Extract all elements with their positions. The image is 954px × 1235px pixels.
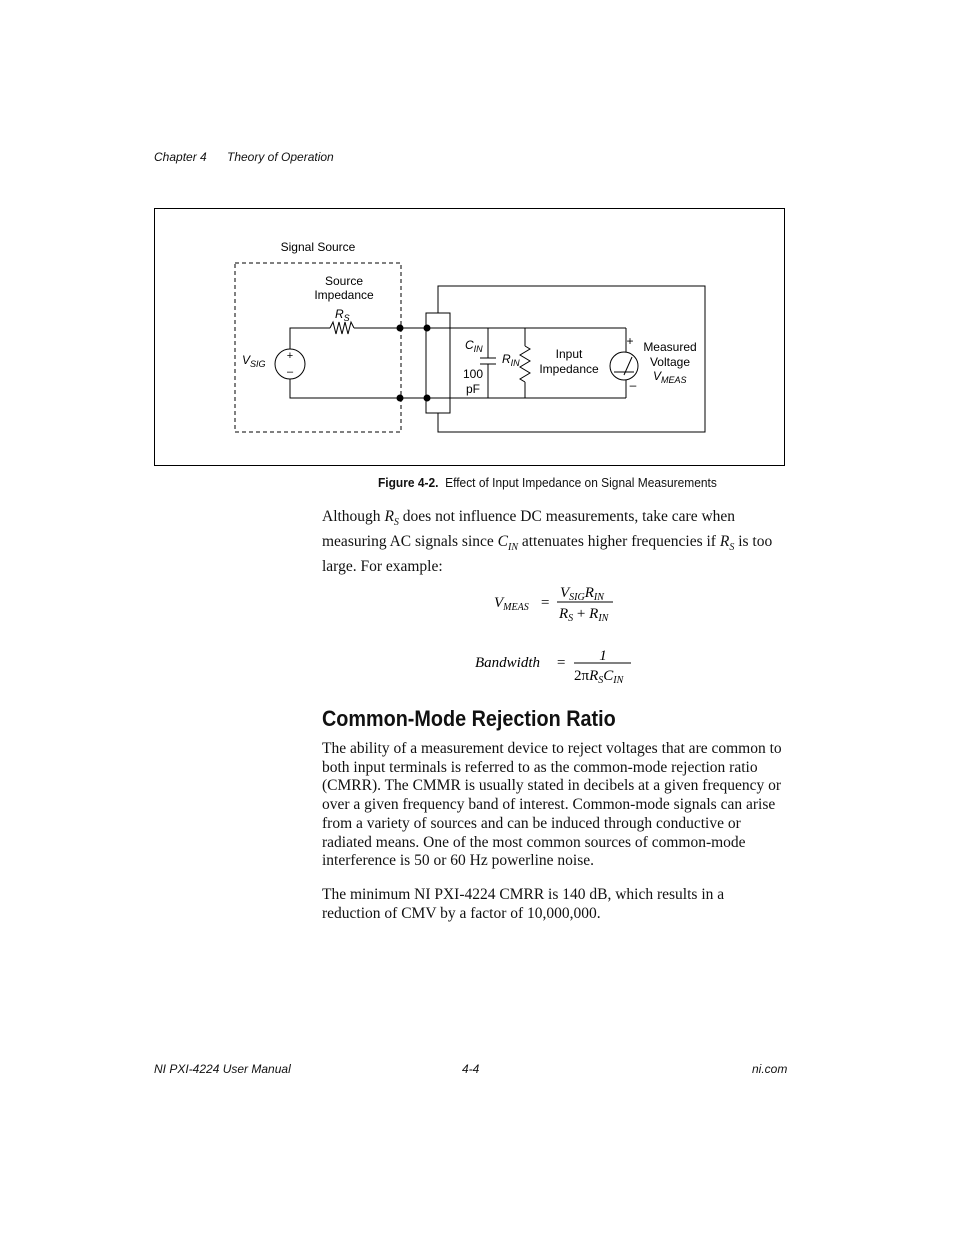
- header-chapter: Chapter 4: [154, 150, 207, 164]
- junction-dot: [397, 395, 404, 402]
- voltmeter: [610, 352, 638, 380]
- signal-source-label: Signal Source: [280, 240, 356, 254]
- measured-voltage-label: Voltage: [649, 355, 691, 369]
- wire-source-top: [290, 328, 330, 350]
- intro-paragraph: Although $R_S$ does not influence DC measurements, take care when measuring AC signals since $C_{IN}$ attenuates higher frequencies if $R_S$ is too large. For example:: [322, 508, 773, 575]
- meter-plus: +: [626, 334, 634, 348]
- svg-text:VSIGRIN: $V_{SIG}R_{IN}$: [560, 585, 604, 603]
- figure-caption-text: Effect of Input Impedance on Signal Measurements: [445, 475, 717, 490]
- svg-text:=: =: [556, 655, 567, 671]
- junction-dot: [424, 395, 431, 402]
- meter-minus: –: [629, 378, 637, 392]
- svg-text:Bandwidth: Bandwidth: [475, 655, 541, 671]
- rin-label: $R_{IN}$: [502, 352, 520, 368]
- footer-site: ni.com: [752, 1062, 788, 1076]
- rs-resistor: [330, 322, 354, 334]
- input-impedance-label: Impedance: [539, 362, 599, 376]
- junction-dot: [397, 325, 404, 332]
- vsig-plus: +: [286, 350, 294, 362]
- equation-vmeas: [494, 585, 613, 624]
- footer-manual: NI PXI-4224 User Manual: [154, 1062, 291, 1076]
- wire-bottom: [290, 378, 626, 398]
- cin-label: $C_{IN}$: [465, 338, 483, 354]
- section-paragraph-1: The ability of a measurement device to reject voltages that are common to both input terminals is referred to as the common-mode rejection ratio (CMRR). The CMMR is usually stated in decibels at a given frequency or over a given frequency band of interest. Common-mode signals can arise from a variety of sources and can be induced through conductive or radiated means. One of the most common sources of common-mode interference is 50 or 60 Hz powerline noise.: [322, 740, 782, 870]
- header-section: Theory of Operation: [227, 150, 334, 164]
- junction-dot: [424, 325, 431, 332]
- cin-value: pF: [465, 382, 481, 396]
- svg-text:VMEAS: $V_{MEAS}$: [494, 595, 529, 613]
- rs-label: $R_S$: [335, 307, 350, 323]
- cin-value: 100: [462, 367, 484, 381]
- measured-voltage-label: Measured: [643, 340, 697, 354]
- vsig-minus: –: [286, 366, 294, 378]
- figure-caption: [378, 475, 717, 490]
- section-paragraph-2: The minimum NI PXI-4224 CMRR is 140 dB, which results in a reduction of CMV by a factor of 10,000,000.: [322, 886, 725, 922]
- circuit-diagram: [0, 0, 954, 480]
- vsig-label: $V_{SIG}$: [242, 353, 266, 369]
- section-heading: Common-Mode Rejection Ratio: [322, 706, 616, 731]
- svg-text:RS + RIN: $R_S + R_{IN}$: [559, 606, 609, 624]
- svg-text:=: =: [540, 595, 551, 611]
- svg-text:2πRSCIN: $2\pi R_SC_{IN}$: [574, 668, 624, 686]
- equation-bandwidth: [475, 648, 631, 686]
- footer-page-number: 4-4: [462, 1062, 480, 1076]
- source-impedance-label: Impedance: [314, 288, 374, 302]
- source-impedance-label: Source: [324, 274, 364, 288]
- rin-resistor: [520, 346, 530, 382]
- svg-text:1: 1: [599, 648, 607, 664]
- vmeas-label: $V_{MEAS}$: [653, 369, 687, 385]
- equations: [0, 570, 954, 700]
- input-impedance-label: Input: [555, 347, 583, 361]
- figure-number: Figure 4-2.: [378, 475, 439, 490]
